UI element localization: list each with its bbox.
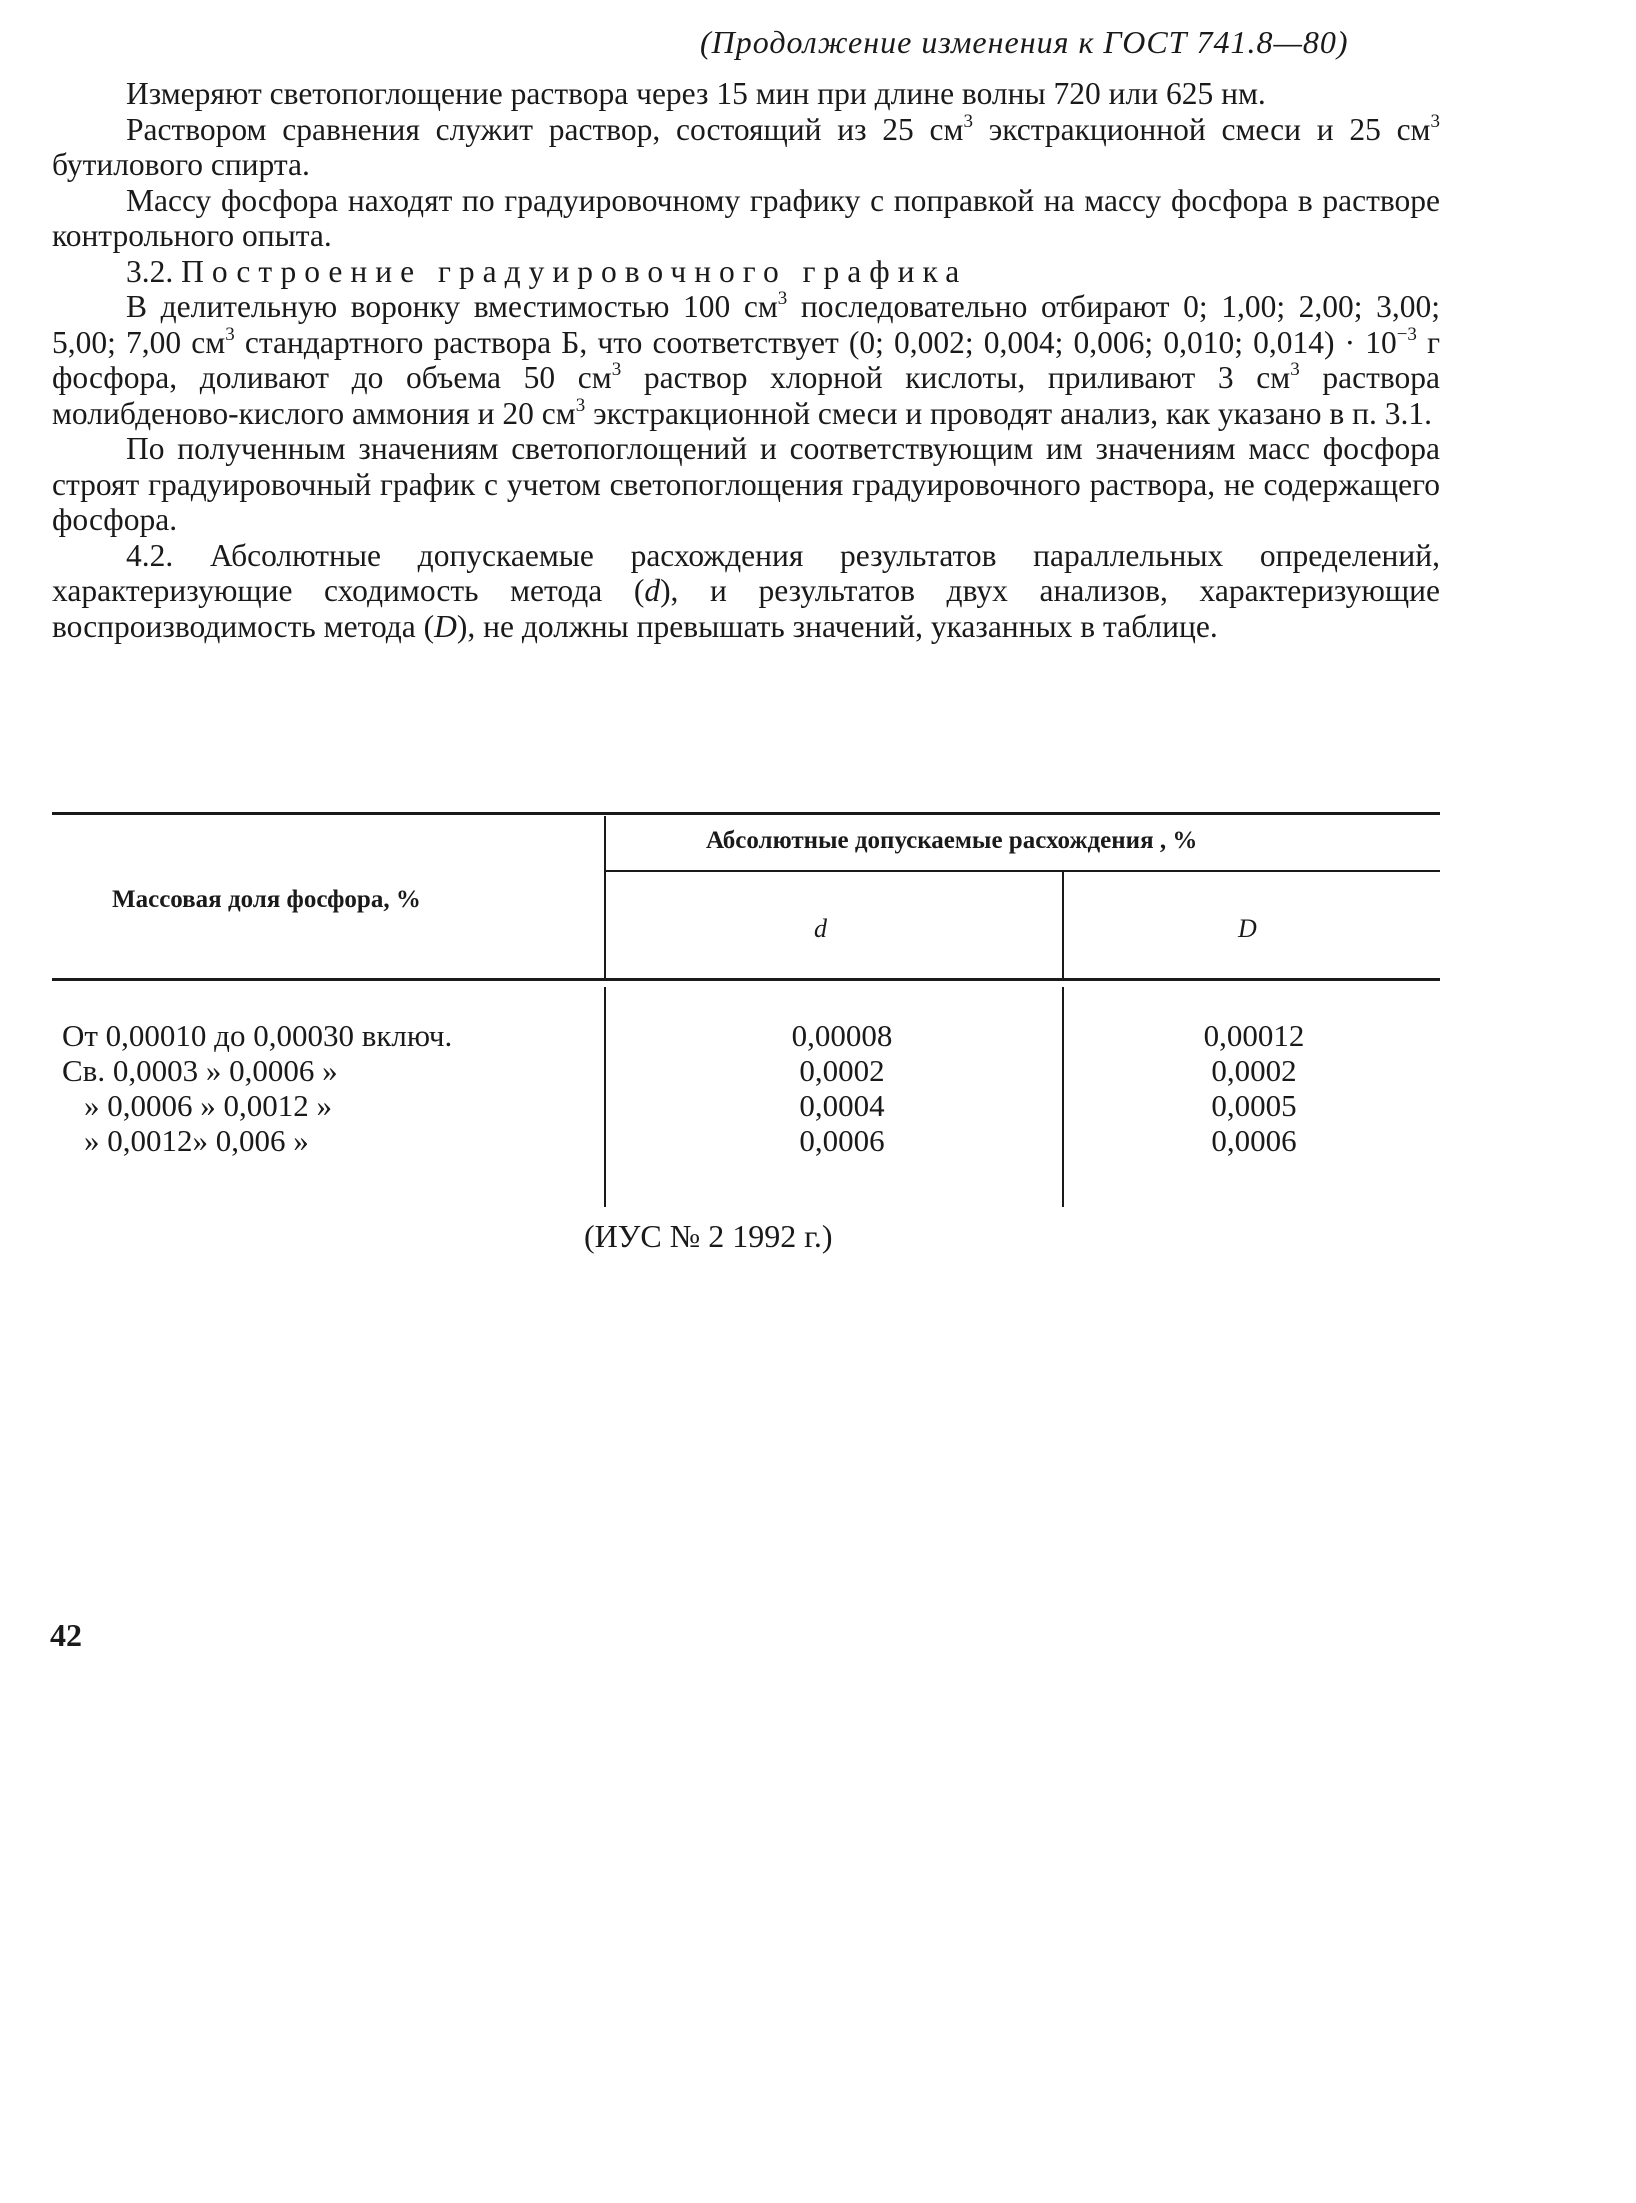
group-header-tolerances: Абсолютные допускаемые расхождения , % — [706, 827, 1198, 854]
paragraph-measurement: Измеряют светопоглощение раствора через 15 мин при длине волны 720 или 625 нм. — [126, 76, 1266, 111]
header-divider-vertical — [604, 816, 606, 978]
table-cell-D: 0,00012 — [1203, 1018, 1305, 1053]
column-header-D: D — [1238, 914, 1257, 943]
table-cell-d: 0,00008 — [791, 1018, 893, 1053]
table-row-range: Св. 0,0003 » 0,0006 » — [62, 1053, 338, 1088]
table-row-range: От 0,00010 до 0,00030 включ. — [62, 1018, 453, 1053]
body-divider-vertical — [604, 987, 606, 1207]
section-heading-3-2: 3.2. Построение градуировочного графика — [126, 253, 968, 289]
table-cell-D: 0,0005 — [1211, 1088, 1297, 1123]
paragraph-reference-solution: Раствором сравнения служит раствор, состоящий из 25 $см^3$ экстракционной смеси и 25 $см^3$ бутилового спирта. — [52, 110, 1440, 182]
table-row-range: » 0,0006 » 0,0012 » — [84, 1088, 332, 1123]
tolerance-table — [52, 812, 1440, 1212]
body-text — [52, 76, 1440, 644]
paragraph-phosphorus-mass: Массу фосфора находят по градуировочному графику с поправкой на массу фосфора в растворе контрольного опыта. — [52, 182, 1440, 253]
column-header-d: d — [814, 914, 827, 943]
table-cell-d: 0,0004 — [799, 1088, 885, 1123]
table-top-rule — [52, 812, 1440, 815]
paragraph-procedure: В делительную воронку вместимостью 100 $см^3$ последовательно отбирают 0; 1,00; 2,00; 3,00; 5,00; 7,00 $см^3$ стандартного раствора Б, что соответствует (0; 0,002; 0,004; 0,006; 0,010; $0,014) \cdot 10^{-3}$ г фосфора, доливают до объема 50 $см^3$ раствор хлорной кислоты, приливают 3 $см^3$ раствора молибденово-кислого аммония и 20 $см^3$ экстракционной смеси и проводят анализ, как указано в п. 3.1. — [52, 288, 1441, 431]
page-number: 42 — [50, 1617, 82, 1653]
table-cell-D: 0,0002 — [1211, 1053, 1297, 1088]
header-bottom-rule — [52, 978, 1440, 981]
table-row-range: » 0,0012» 0,006 » — [84, 1123, 309, 1158]
paragraph-4-2: 4.2. Абсолютные допускаемые расхождения результатов параллельных определений, характеризующие сходимость метода (d), и результатов двух анализов, характеризующие воспроизводимость метода (D), не должны превышать значений, указанных в таблице. — [52, 537, 1440, 644]
table-cell-d: 0,0006 — [799, 1123, 885, 1158]
table-cell-d: 0,0002 — [799, 1053, 885, 1088]
group-header-rule — [605, 870, 1440, 872]
d-D-divider-header — [1062, 872, 1064, 978]
amendment-reference: (ИУС № 2 1992 г.) — [584, 1218, 833, 1254]
document-header: (Продолжение изменения к ГОСТ 741.8—80) — [700, 24, 1349, 60]
d-D-divider-body — [1062, 987, 1064, 1207]
table-cell-D: 0,0006 — [1211, 1123, 1297, 1158]
column-header-mass-fraction: Массовая доля фосфора, % — [112, 886, 421, 913]
paragraph-calibration-graph: По полученным значениям светопоглощений и соответствующим им значениям масс фосфора строят градуировочный график с учетом светопоглощения градуировочного раствора, не содержащего фосфора. — [52, 431, 1440, 537]
